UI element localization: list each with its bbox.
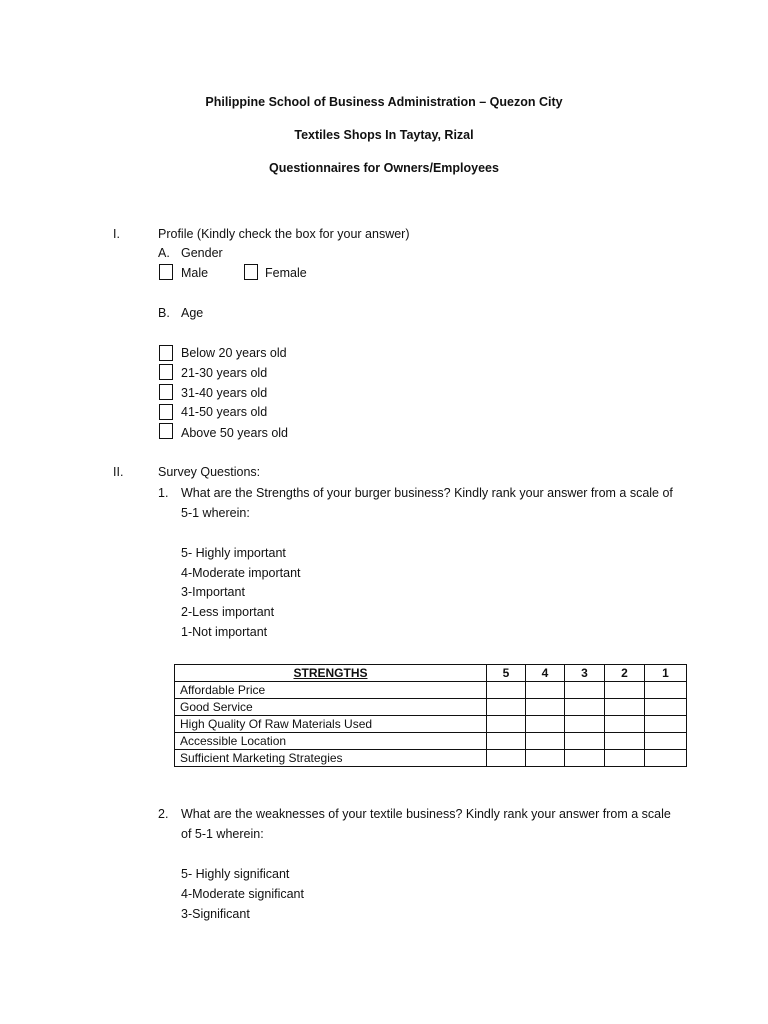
gender-female-label: Female bbox=[265, 266, 307, 280]
rating-cell[interactable] bbox=[605, 716, 645, 733]
section-2-title: Survey Questions: bbox=[158, 465, 261, 479]
rating-cell[interactable] bbox=[526, 716, 565, 733]
age-41-50-label: 41-50 years old bbox=[181, 405, 268, 419]
strength-label: Sufficient Marketing Strategies bbox=[175, 750, 487, 767]
section-1-numeral: I. bbox=[113, 227, 120, 241]
rating-cell[interactable] bbox=[526, 733, 565, 750]
rating-cell[interactable] bbox=[565, 699, 605, 716]
age-label: Age bbox=[181, 306, 204, 320]
gender-male-label: Male bbox=[181, 266, 209, 280]
rating-cell[interactable] bbox=[605, 733, 645, 750]
q2-scale-item: 5- Highly significant bbox=[181, 867, 290, 881]
q2-text-line1: What are the weaknesses of your textile business? Kindly rank your answer from a scale bbox=[181, 807, 671, 821]
rating-cell[interactable] bbox=[605, 750, 645, 767]
rating-cell[interactable] bbox=[487, 750, 526, 767]
age-21-30-checkbox[interactable] bbox=[159, 364, 173, 380]
table-row bbox=[175, 716, 687, 733]
rating-cell[interactable] bbox=[526, 699, 565, 716]
rating-cell[interactable] bbox=[565, 750, 605, 767]
rating-cell[interactable] bbox=[605, 682, 645, 699]
q1-number: 1. bbox=[158, 486, 169, 500]
table-header-5: 5 bbox=[487, 665, 526, 682]
strengths-rating-table bbox=[174, 664, 687, 767]
rating-cell[interactable] bbox=[565, 733, 605, 750]
q1-scale-item: 1-Not important bbox=[181, 625, 268, 639]
school-title: Philippine School of Business Administration – Quezon City bbox=[205, 95, 563, 109]
gender-female-checkbox[interactable] bbox=[244, 264, 258, 280]
strength-label: Affordable Price bbox=[175, 682, 487, 699]
q1-text-line1: What are the Strengths of your burger business? Kindly rank your answer from a scale of bbox=[181, 486, 673, 500]
rating-cell[interactable] bbox=[645, 733, 687, 750]
strength-label: Good Service bbox=[175, 699, 487, 716]
q1-scale-item: 3-Important bbox=[181, 585, 245, 599]
age-above-50-label: Above 50 years old bbox=[181, 426, 289, 440]
rating-cell[interactable] bbox=[565, 716, 605, 733]
q2-scale-item: 3-Significant bbox=[181, 907, 250, 921]
rating-cell[interactable] bbox=[645, 750, 687, 767]
table-row bbox=[175, 699, 687, 716]
age-below-20-checkbox[interactable] bbox=[159, 345, 173, 361]
q1-text-line2: 5-1 wherein: bbox=[181, 506, 250, 520]
gender-letter: A. bbox=[158, 246, 170, 260]
age-21-30-label: 21-30 years old bbox=[181, 366, 268, 380]
rating-cell[interactable] bbox=[565, 682, 605, 699]
rating-cell[interactable] bbox=[487, 716, 526, 733]
section-2-numeral: II. bbox=[113, 465, 124, 479]
q1-scale-item: 4-Moderate important bbox=[181, 566, 301, 580]
rating-cell[interactable] bbox=[645, 699, 687, 716]
age-above-50-checkbox[interactable] bbox=[159, 423, 173, 439]
rating-cell[interactable] bbox=[526, 750, 565, 767]
table-row bbox=[175, 750, 687, 767]
strength-label: High Quality Of Raw Materials Used bbox=[175, 716, 487, 733]
age-letter: B. bbox=[158, 306, 170, 320]
table-header-strengths: STRENGTHS bbox=[175, 665, 487, 682]
rating-cell[interactable] bbox=[487, 699, 526, 716]
table-row bbox=[175, 733, 687, 750]
gender-label: Gender bbox=[181, 246, 223, 260]
age-31-40-checkbox[interactable] bbox=[159, 384, 173, 400]
q1-scale-item: 5- Highly important bbox=[181, 546, 286, 560]
rating-cell[interactable] bbox=[645, 682, 687, 699]
q2-scale-item: 4-Moderate significant bbox=[181, 887, 304, 901]
strength-label: Accessible Location bbox=[175, 733, 487, 750]
table-header-4: 4 bbox=[526, 665, 565, 682]
age-below-20-label: Below 20 years old bbox=[181, 346, 287, 360]
audience-title: Questionnaires for Owners/Employees bbox=[269, 161, 499, 175]
q1-scale-item: 2-Less important bbox=[181, 605, 275, 619]
q2-number: 2. bbox=[158, 807, 169, 821]
age-41-50-checkbox[interactable] bbox=[159, 404, 173, 420]
rating-cell[interactable] bbox=[487, 682, 526, 699]
table-header-row bbox=[175, 665, 687, 682]
table-row bbox=[175, 682, 687, 699]
table-header-1: 1 bbox=[645, 665, 687, 682]
section-1-title: Profile (Kindly check the box for your answer) bbox=[158, 227, 410, 241]
table-header-2: 2 bbox=[605, 665, 645, 682]
age-31-40-label: 31-40 years old bbox=[181, 386, 268, 400]
rating-cell[interactable] bbox=[487, 733, 526, 750]
gender-male-checkbox[interactable] bbox=[159, 264, 173, 280]
subject-title: Textiles Shops In Taytay, Rizal bbox=[294, 128, 474, 142]
table-header-3: 3 bbox=[565, 665, 605, 682]
rating-cell[interactable] bbox=[645, 716, 687, 733]
rating-cell[interactable] bbox=[605, 699, 645, 716]
rating-cell[interactable] bbox=[526, 682, 565, 699]
q2-text-line2: of 5-1 wherein: bbox=[181, 827, 264, 841]
